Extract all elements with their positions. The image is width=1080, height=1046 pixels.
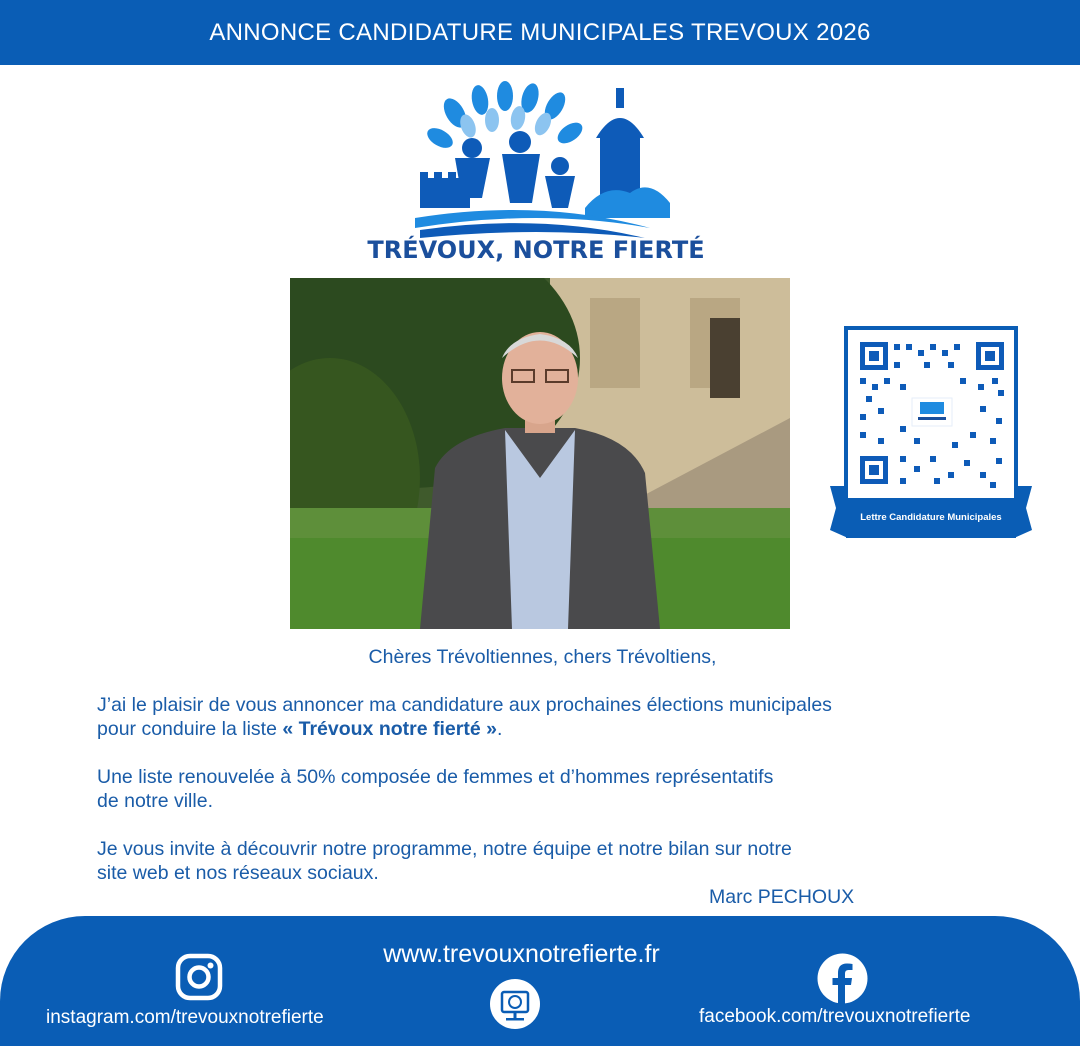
facebook-icon[interactable] bbox=[817, 953, 868, 1004]
instagram-link[interactable]: instagram.com/trevouxnotrefierte bbox=[46, 1007, 324, 1028]
paragraph-line bbox=[97, 717, 997, 741]
facebook-link[interactable]: facebook.com/trevouxnotrefierte bbox=[699, 1006, 971, 1027]
page-title: ANNONCE CANDIDATURE MUNICIPALES TREVOUX 2026 bbox=[209, 18, 871, 46]
instagram-icon[interactable] bbox=[175, 953, 223, 1001]
header-bar bbox=[0, 0, 1080, 65]
text-span: . bbox=[496, 718, 503, 740]
paragraph-line: Je vous invite à découvrir notre programme, notre équipe et notre bilan sur notre bbox=[97, 838, 792, 860]
paragraph-line: Une liste renouvelée à 50% composée de femmes et d’hommes représentatifs bbox=[97, 766, 774, 788]
paragraph-invitation bbox=[97, 837, 997, 885]
paragraph-line: site web et nos réseaux sociaux. bbox=[97, 862, 379, 884]
paragraph-line: J’ai le plaisir de vous annoncer ma candidature aux prochaines élections municipales bbox=[97, 694, 832, 716]
candidate-photo bbox=[290, 278, 790, 629]
qr-caption: Lettre Candidature Municipales bbox=[860, 512, 1002, 523]
qr-code[interactable] bbox=[830, 326, 1032, 538]
website-link[interactable]: www.trevouxnotrefierte.fr bbox=[383, 940, 660, 968]
greeting: Chères Trévoltiennes, chers Trévoltiens, bbox=[368, 646, 717, 668]
text-span: pour conduire la liste bbox=[97, 718, 283, 740]
paragraph-announcement bbox=[97, 693, 997, 741]
website-icon[interactable] bbox=[489, 978, 541, 1030]
logo-title: TRÉVOUX, NOTRE FIERTÉ bbox=[367, 236, 705, 264]
paragraph-line: de notre ville. bbox=[97, 790, 213, 812]
signature: Marc PECHOUX bbox=[709, 886, 855, 908]
paragraph-list bbox=[97, 765, 997, 813]
list-name: « Trévoux notre fierté » bbox=[282, 718, 497, 740]
